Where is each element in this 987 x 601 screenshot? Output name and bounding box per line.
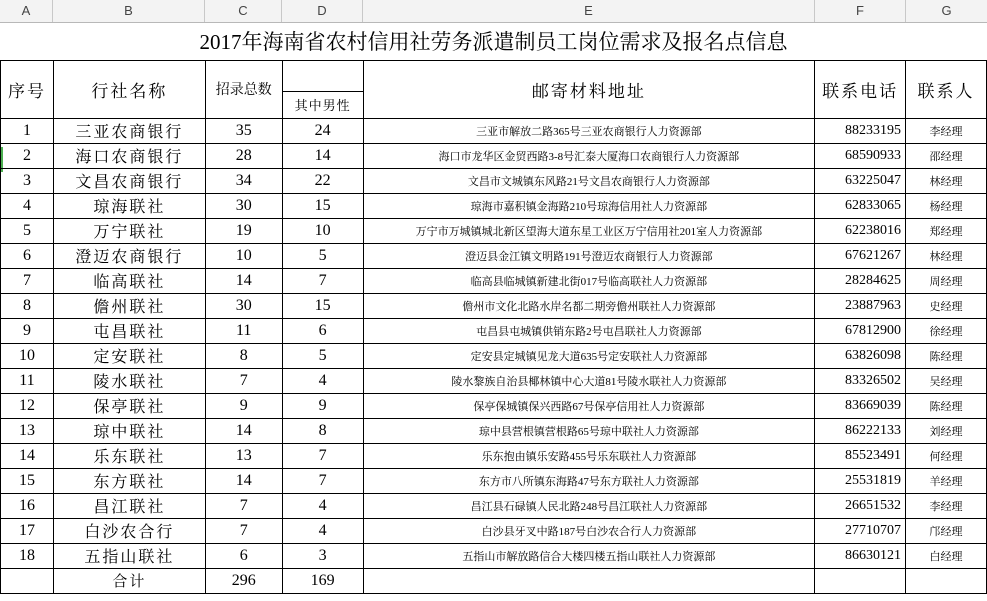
cell-phone[interactable]: 63225047: [815, 168, 906, 193]
cell-total-hires[interactable]: 34: [205, 168, 282, 193]
cell-branch-name[interactable]: 五指山联社: [53, 543, 205, 568]
cell-contact[interactable]: 林经理: [906, 243, 987, 268]
column-header-b[interactable]: B: [53, 0, 205, 22]
cell-phone[interactable]: 23887963: [815, 293, 906, 318]
cell-address[interactable]: 儋州市文化北路水岸名都二期旁儋州联社人力资源部: [363, 293, 815, 318]
cell-contact[interactable]: 羊经理: [906, 468, 987, 493]
cell-total-blank[interactable]: [1, 568, 54, 593]
column-header-c[interactable]: C: [205, 0, 282, 22]
cell-branch-name[interactable]: 乐东联社: [53, 443, 205, 468]
table-row: [1, 193, 987, 218]
cell-address[interactable]: 昌江县石碌镇人民北路248号昌江联社人力资源部: [363, 493, 815, 518]
cell-contact[interactable]: 陈经理: [906, 393, 987, 418]
cell-seq[interactable]: 1: [1, 118, 54, 143]
cell-phone[interactable]: 62238016: [815, 218, 906, 243]
table-row: [1, 493, 987, 518]
cell-address[interactable]: 陵水黎族自治县椰林镇中心大道81号陵水联社人力资源部: [363, 368, 815, 393]
cell-contact[interactable]: 邝经理: [906, 518, 987, 543]
cell-branch-name[interactable]: 琼海联社: [53, 193, 205, 218]
cell-seq[interactable]: 10: [1, 343, 54, 368]
table-row: [1, 243, 987, 268]
column-header-a[interactable]: A: [0, 0, 53, 22]
cell-address[interactable]: 澄迈县金江镇文明路191号澄迈农商银行人力资源部: [363, 243, 815, 268]
cell-total-hires[interactable]: 30: [205, 193, 282, 218]
cell-male-count[interactable]: 4: [282, 493, 363, 518]
cell-address[interactable]: 保亭保城镇保兴西路67号保亭信用社人力资源部: [363, 393, 815, 418]
cell-address[interactable]: 屯昌县屯城镇供销东路2号屯昌联社人力资源部: [363, 318, 815, 343]
cell-contact[interactable]: 邵经理: [906, 143, 987, 168]
table-row: [1, 168, 987, 193]
cell-contact[interactable]: 李经理: [906, 118, 987, 143]
cell-phone[interactable]: 28284625: [815, 268, 906, 293]
cell-seq[interactable]: 11: [1, 368, 54, 393]
cell-male-count[interactable]: 4: [282, 518, 363, 543]
cell-branch-name[interactable]: 屯昌联社: [53, 318, 205, 343]
cell-branch-name[interactable]: 陵水联社: [53, 368, 205, 393]
cell-male-count[interactable]: 3: [282, 543, 363, 568]
cell-address[interactable]: 定安县定城镇见龙大道635号定安联社人力资源部: [363, 343, 815, 368]
cell-contact[interactable]: 吴经理: [906, 368, 987, 393]
cell-male-count[interactable]: 7: [282, 468, 363, 493]
cell-seq[interactable]: 16: [1, 493, 54, 518]
table-row: [1, 368, 987, 393]
cell-phone[interactable]: 68590933: [815, 143, 906, 168]
cell-total-hires[interactable]: 13: [205, 443, 282, 468]
header-male-count[interactable]: 其中男性: [282, 91, 363, 118]
cell-branch-name[interactable]: 昌江联社: [53, 493, 205, 518]
cell-phone[interactable]: 83669039: [815, 393, 906, 418]
cell-male-count[interactable]: 10: [282, 218, 363, 243]
header-branch-name[interactable]: 行社名称: [53, 60, 205, 118]
cell-branch-name[interactable]: 琼中联社: [53, 418, 205, 443]
cell-total-hires[interactable]: 7: [205, 368, 282, 393]
cell-phone[interactable]: 67621267: [815, 243, 906, 268]
table-row: [1, 218, 987, 243]
cell-seq[interactable]: 2: [1, 143, 54, 168]
header-blank[interactable]: [282, 60, 363, 91]
cell-male-count[interactable]: 7: [282, 268, 363, 293]
cell-address[interactable]: 文昌市文城镇东风路21号文昌农商银行人力资源部: [363, 168, 815, 193]
cell-contact[interactable]: 郑经理: [906, 218, 987, 243]
table-row: [1, 518, 987, 543]
header-total-hires[interactable]: 招录总数: [205, 60, 282, 118]
cell-phone[interactable]: 63826098: [815, 343, 906, 368]
cell-address[interactable]: 海口市龙华区金贸西路3-8号汇泰大厦海口农商银行人力资源部: [363, 143, 815, 168]
cell-male-count[interactable]: 15: [282, 293, 363, 318]
cell-contact[interactable]: 周经理: [906, 268, 987, 293]
cell-phone[interactable]: 86222133: [815, 418, 906, 443]
header-mailing-address[interactable]: 邮寄材料地址: [363, 60, 815, 118]
cell-address[interactable]: 五指山市解放路信合大楼四楼五指山联社人力资源部: [363, 543, 815, 568]
cell-seq[interactable]: 7: [1, 268, 54, 293]
cell-branch-name[interactable]: 白沙农合行: [53, 518, 205, 543]
cell-contact[interactable]: 史经理: [906, 293, 987, 318]
cell-total-phone-blank[interactable]: [815, 568, 906, 593]
total-label[interactable]: 合计: [53, 568, 205, 593]
cell-contact[interactable]: 林经理: [906, 168, 987, 193]
cell-seq[interactable]: 3: [1, 168, 54, 193]
cell-male-count[interactable]: 4: [282, 368, 363, 393]
cell-male-count[interactable]: 14: [282, 143, 363, 168]
cell-total-hires[interactable]: 14: [205, 268, 282, 293]
cell-phone[interactable]: 25531819: [815, 468, 906, 493]
cell-contact[interactable]: 刘经理: [906, 418, 987, 443]
cell-male-count[interactable]: 24: [282, 118, 363, 143]
cell-phone[interactable]: 27710707: [815, 518, 906, 543]
cell-contact[interactable]: 白经理: [906, 543, 987, 568]
cell-total-hires[interactable]: 7: [205, 493, 282, 518]
cell-branch-name[interactable]: 万宁联社: [53, 218, 205, 243]
cell-contact[interactable]: 陈经理: [906, 343, 987, 368]
cell-total-hires[interactable]: 7: [205, 518, 282, 543]
cell-seq[interactable]: 6: [1, 243, 54, 268]
cell-branch-name[interactable]: 定安联社: [53, 343, 205, 368]
sheet-title[interactable]: 2017年海南省农村信用社劳务派遣制员工岗位需求及报名点信息: [1, 23, 987, 60]
cell-address[interactable]: 临高县临城镇新建北街017号临高联社人力资源部: [363, 268, 815, 293]
cell-branch-name[interactable]: 临高联社: [53, 268, 205, 293]
table-row: [1, 293, 987, 318]
cell-address[interactable]: 琼海市嘉积镇金海路210号琼海信用社人力资源部: [363, 193, 815, 218]
cell-total-hires[interactable]: 6: [205, 543, 282, 568]
cell-male-count[interactable]: 15: [282, 193, 363, 218]
header-contact[interactable]: 联系人: [906, 60, 987, 118]
table-row: [1, 418, 987, 443]
cell-seq[interactable]: 17: [1, 518, 54, 543]
cell-phone[interactable]: 83326502: [815, 368, 906, 393]
cell-phone[interactable]: 85523491: [815, 443, 906, 468]
cell-male-count[interactable]: 6: [282, 318, 363, 343]
cell-total-hires[interactable]: 9: [205, 393, 282, 418]
cell-address[interactable]: 三亚市解放二路365号三亚农商银行人力资源部: [363, 118, 815, 143]
cell-branch-name[interactable]: 保亭联社: [53, 393, 205, 418]
cell-total-hires[interactable]: 35: [205, 118, 282, 143]
cell-address[interactable]: 乐东抱由镇乐安路455号乐东联社人力资源部: [363, 443, 815, 468]
table-row: [1, 343, 987, 368]
header-phone[interactable]: 联系电话: [815, 60, 906, 118]
cell-seq[interactable]: 4: [1, 193, 54, 218]
cell-total-hires[interactable]: 30: [205, 293, 282, 318]
cell-address[interactable]: 东方市八所镇东海路47号东方联社人力资源部: [363, 468, 815, 493]
column-header-f[interactable]: F: [815, 0, 906, 22]
cell-total-hires[interactable]: 14: [205, 418, 282, 443]
cell-address[interactable]: 白沙县牙叉中路187号白沙农合行人力资源部: [363, 518, 815, 543]
cell-seq[interactable]: 12: [1, 393, 54, 418]
cell-total-hires[interactable]: 11: [205, 318, 282, 343]
cell-male-count[interactable]: 9: [282, 393, 363, 418]
total-male-sum[interactable]: 169: [282, 568, 363, 593]
total-row: [1, 568, 987, 593]
cell-contact[interactable]: 何经理: [906, 443, 987, 468]
column-header-d[interactable]: D: [282, 0, 363, 22]
table-row: [1, 543, 987, 568]
cell-address[interactable]: 万宁市万城镇城北新区望海大道东星工业区万宁信用社201室人力资源部: [363, 218, 815, 243]
cell-total-hires[interactable]: 8: [205, 343, 282, 368]
cell-branch-name[interactable]: 东方联社: [53, 468, 205, 493]
table-row: [1, 118, 987, 143]
cell-total-address-blank[interactable]: [363, 568, 815, 593]
spreadsheet-grid: [0, 23, 987, 594]
total-hires-sum[interactable]: 296: [205, 568, 282, 593]
cell-phone[interactable]: 88233195: [815, 118, 906, 143]
table-row: [1, 443, 987, 468]
cell-contact[interactable]: 李经理: [906, 493, 987, 518]
cell-male-count[interactable]: 8: [282, 418, 363, 443]
cell-seq[interactable]: 18: [1, 543, 54, 568]
cell-branch-name[interactable]: 三亚农商银行: [53, 118, 205, 143]
table-row: [1, 268, 987, 293]
cell-seq[interactable]: 9: [1, 318, 54, 343]
cell-seq[interactable]: 15: [1, 468, 54, 493]
column-header-e[interactable]: E: [363, 0, 815, 22]
cell-seq[interactable]: 8: [1, 293, 54, 318]
cell-branch-name[interactable]: 儋州联社: [53, 293, 205, 318]
cell-total-hires[interactable]: 28: [205, 143, 282, 168]
recruitment-table: [0, 23, 987, 594]
table-row: [1, 468, 987, 493]
cell-seq[interactable]: 5: [1, 218, 54, 243]
cell-male-count[interactable]: 5: [282, 243, 363, 268]
cell-seq[interactable]: 14: [1, 443, 54, 468]
header-seq[interactable]: 序号: [1, 60, 54, 118]
cell-total-hires[interactable]: 14: [205, 468, 282, 493]
table-row: [1, 393, 987, 418]
cell-male-count[interactable]: 7: [282, 443, 363, 468]
cell-seq[interactable]: 13: [1, 418, 54, 443]
cell-male-count[interactable]: 5: [282, 343, 363, 368]
cell-contact[interactable]: 杨经理: [906, 193, 987, 218]
cell-phone[interactable]: 26651532: [815, 493, 906, 518]
cell-total-hires[interactable]: 19: [205, 218, 282, 243]
column-header-bar: [0, 0, 987, 23]
cell-total-hires[interactable]: 10: [205, 243, 282, 268]
cell-phone[interactable]: 67812900: [815, 318, 906, 343]
cell-branch-name[interactable]: 文昌农商银行: [53, 168, 205, 193]
table-row: [1, 318, 987, 343]
cell-phone[interactable]: 86630121: [815, 543, 906, 568]
cell-address[interactable]: 琼中县营根镇营根路65号琼中联社人力资源部: [363, 418, 815, 443]
cell-male-count[interactable]: 22: [282, 168, 363, 193]
cell-branch-name[interactable]: 海口农商银行: [53, 143, 205, 168]
cell-phone[interactable]: 62833065: [815, 193, 906, 218]
cell-total-contact-blank[interactable]: [906, 568, 987, 593]
cell-contact[interactable]: 徐经理: [906, 318, 987, 343]
column-header-g[interactable]: G: [941, 3, 952, 18]
cell-branch-name[interactable]: 澄迈农商银行: [53, 243, 205, 268]
table-row: [1, 143, 987, 168]
